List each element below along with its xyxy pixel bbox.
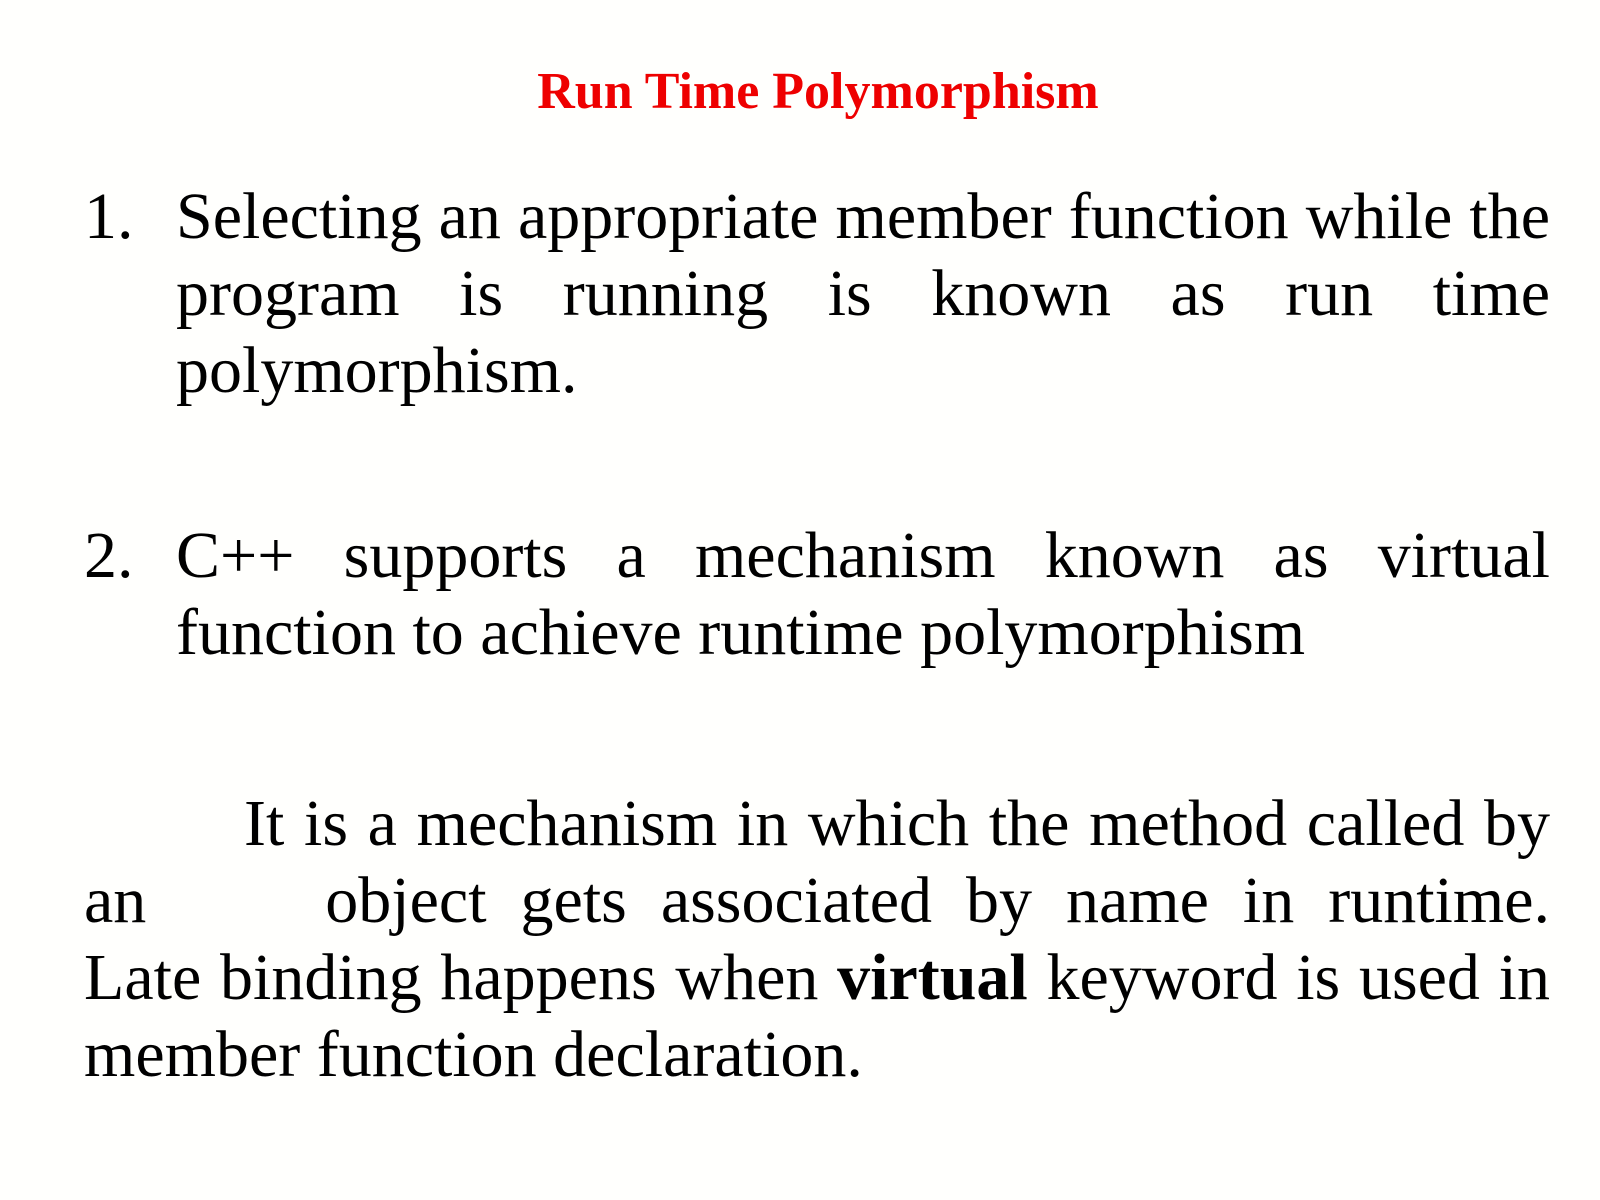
body-paragraph bbox=[84, 785, 1550, 1093]
list-item-text: Selecting an appropriate member function while the program is running is known as run time polymorphism. bbox=[176, 180, 1550, 407]
list-item-2 bbox=[84, 517, 1550, 671]
slide-title: Run Time Polymorphism bbox=[537, 63, 1099, 120]
list-item-1 bbox=[84, 178, 1550, 409]
paragraph-text-part1: It is a mechanism in which the method called by an bbox=[84, 787, 1550, 937]
paragraph-text-part2: object gets associated by name in runtime. Late binding happens when bbox=[84, 864, 1551, 1014]
list-item-number: 1. bbox=[84, 180, 134, 253]
paragraph-keyword-bold: virtual bbox=[837, 941, 1028, 1014]
list-item-text: C++ supports a mechanism known as virtual function to achieve runtime polymorphism bbox=[176, 519, 1550, 669]
list-item-number: 2. bbox=[84, 519, 134, 592]
paragraph-text-part3: keyword is used in member function declaration. bbox=[84, 941, 1551, 1091]
